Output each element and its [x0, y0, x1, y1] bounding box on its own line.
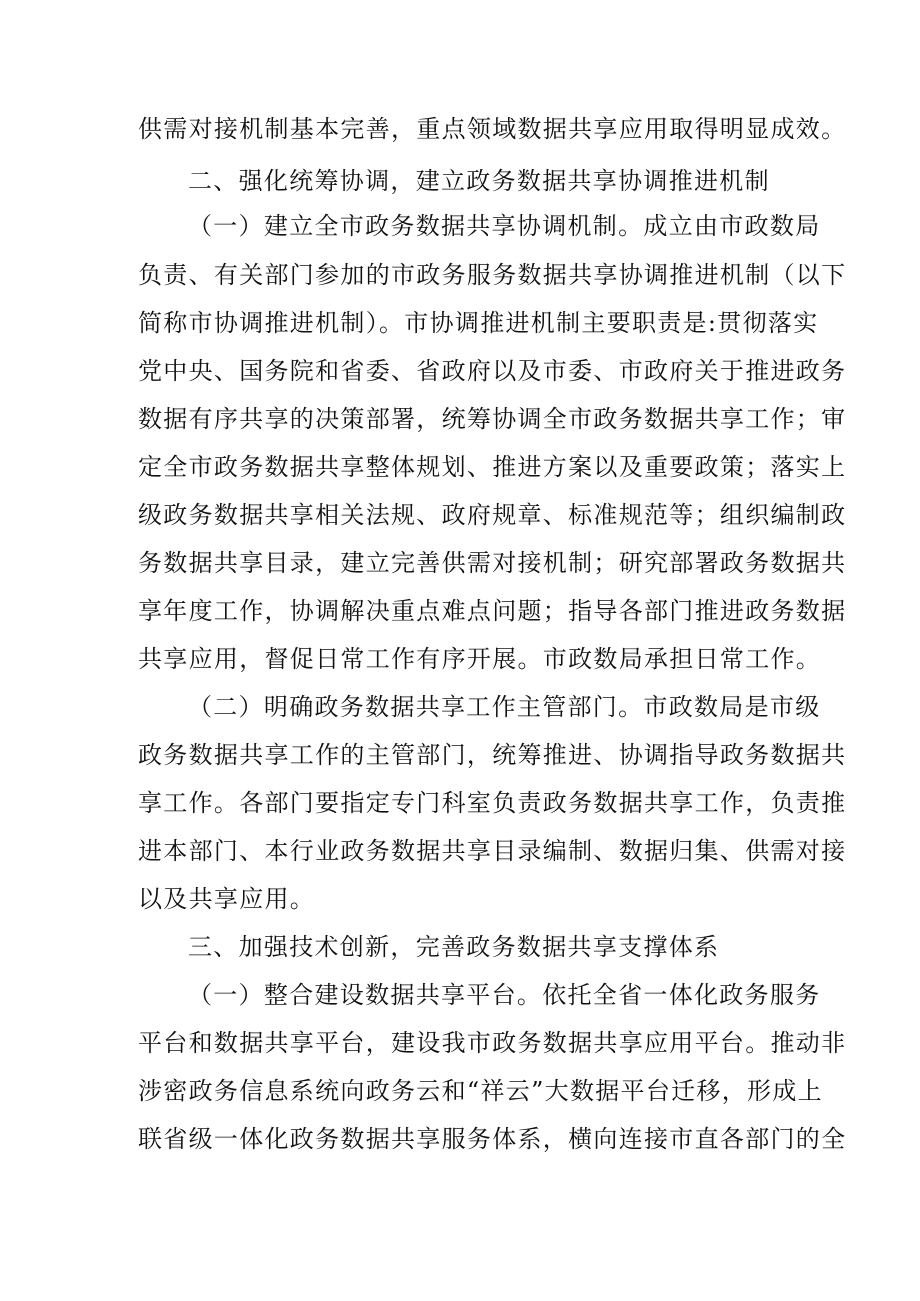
text-line: 定全市政务数据共享整体规划、推进方案以及重要政策；落实上: [138, 453, 847, 481]
text-line: 以及共享应用。: [138, 885, 316, 913]
text-line: 享工作。各部门要指定专门科室负责政务数据共享工作，负责推: [138, 789, 847, 817]
text-line: 涉密政务信息系统向政务云和“祥云”大数据平台迁移，形成上: [138, 1077, 823, 1105]
text-line: 简称市协调推进机制）。市协调推进机制主要职责是:贯彻落实: [138, 309, 819, 337]
text-line: 进本部门、本行业政务数据共享目录编制、数据归集、供需对接: [138, 837, 847, 865]
section-heading: 三、加强技术创新，完善政务数据共享支撑体系: [188, 933, 720, 961]
text-line: 级政务数据共享相关法规、政府规章、标准规范等；组织编制政: [138, 501, 847, 529]
subsection-heading: （一）整合建设数据共享平台。依托全省一体化政务服务: [188, 981, 821, 1009]
subsection-heading: （一）建立全市政务数据共享协调机制。成立由市政数局: [188, 212, 821, 240]
subsection-heading: （二）明确政务数据共享工作主管部门。市政数局是市级: [188, 693, 821, 721]
text-line: 负责、有关部门参加的市政务服务数据共享协调推进机制（以下: [138, 261, 847, 289]
text-line: 党中央、国务院和省委、省政府以及市委、市政府关于推进政务: [138, 357, 847, 385]
text-line: 共享应用，督促日常工作有序开展。市政数局承担日常工作。: [138, 645, 822, 673]
text-line: 务数据共享目录，建立完善供需对接机制；研究部署政务数据共: [138, 549, 847, 577]
section-heading: 二、强化统筹协调，建立政务数据共享协调推进机制: [188, 167, 770, 195]
text-line: 数据有序共享的决策部署，统筹协调全市政务数据共享工作；审: [138, 405, 847, 433]
text-line: 政务数据共享工作的主管部门，统筹推进、协调指导政务数据共: [138, 741, 847, 769]
text-line: 平台和数据共享平台，建设我市政务数据共享应用平台。推动非: [138, 1029, 847, 1057]
text-line: 联省级一体化政务数据共享服务体系，横向连接市直各部门的全: [138, 1125, 847, 1153]
text-line: 供需对接机制基本完善，重点领域数据共享应用取得明显成效。: [138, 115, 847, 143]
text-line: 享年度工作，协调解决重点难点问题；指导各部门推进政务数据: [138, 597, 847, 625]
